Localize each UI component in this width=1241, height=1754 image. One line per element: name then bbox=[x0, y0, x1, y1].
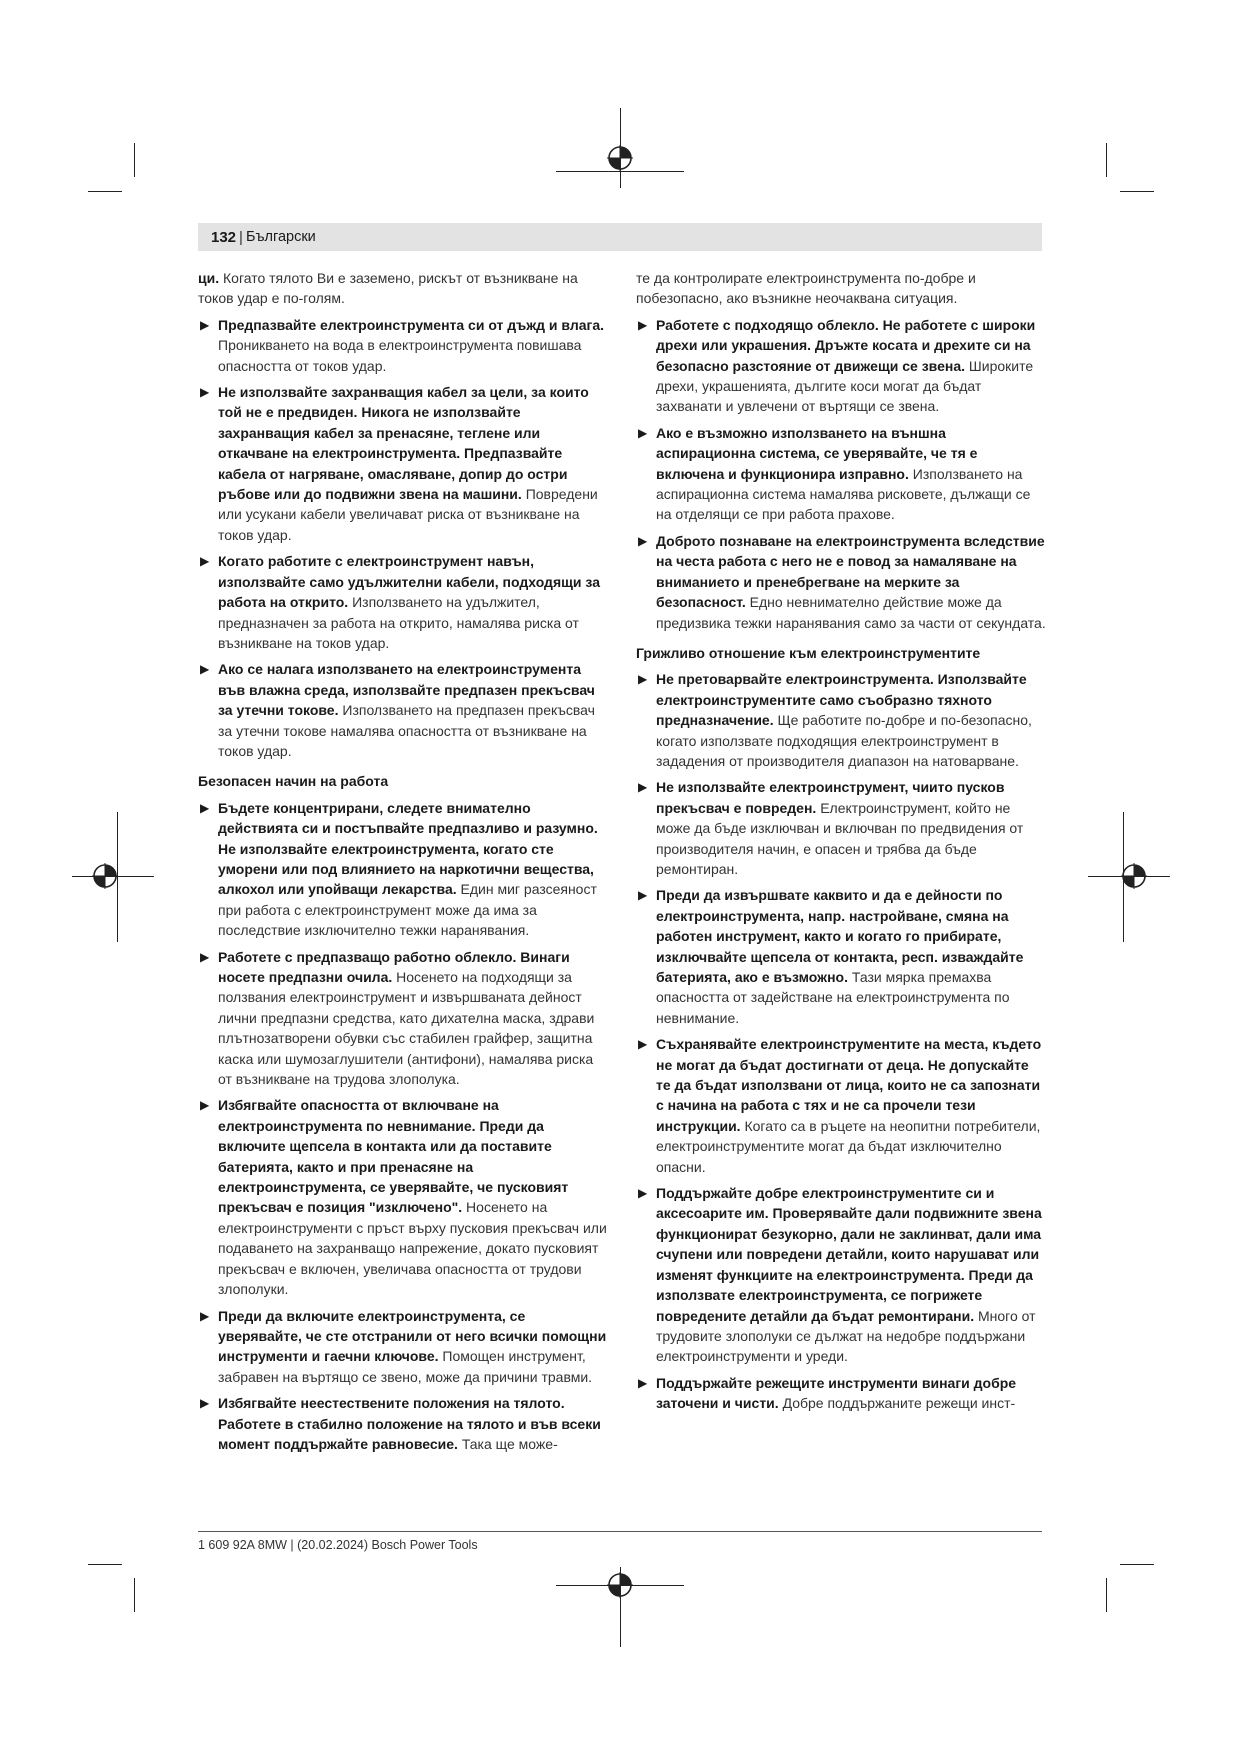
item-warning: Преди да включите електроинструмента, се уверявайте, че сте отстранили от него всички помощни инструменти и гаечни ключове. bbox=[218, 1307, 607, 1365]
left-column bbox=[198, 268, 608, 1460]
crop-mark bbox=[88, 191, 122, 192]
bullet-arrow-icon: ▶ bbox=[638, 780, 648, 795]
intro-paragraph: те да контролирате електроинструмента по-добре и побезопасно, ако възникне неочаквана ситуация. bbox=[636, 270, 976, 307]
item-warning: Преди да извършвате каквито и да е дейности по електроинструмента, напр. настройване, смяна на работен инструмент, както и когато го прибирате, изключвайте щепсела от контакта, респ. изваждайте батерията, ако е възможно. bbox=[656, 887, 1024, 985]
item-warning: Предпазвайте електроинструмента си от дъжд и влага. bbox=[218, 316, 605, 333]
bullet-arrow-icon: ▶ bbox=[200, 949, 210, 964]
crop-mark bbox=[1120, 191, 1154, 192]
footer-divider bbox=[198, 1531, 1042, 1532]
list-item bbox=[636, 531, 1046, 633]
crop-mark bbox=[1120, 1564, 1154, 1565]
bullet-arrow-icon: ▶ bbox=[200, 662, 210, 677]
list-item bbox=[636, 315, 1046, 417]
section-title: Грижливо отношение към електроинструментите bbox=[636, 644, 981, 661]
safety-list bbox=[198, 315, 608, 762]
list-item bbox=[636, 885, 1046, 1028]
header-separator: | bbox=[239, 228, 243, 246]
item-explanation: Ще работите по-добре и по-безопасно, когато използвате подходящия електроинструмент в зададения от производителя диапазон на натоварване. bbox=[656, 712, 1032, 769]
page-footer: 1 609 92A 8MW | (20.02.2024) Bosch Power Tools bbox=[198, 1538, 478, 1552]
safety-list bbox=[636, 669, 1046, 1413]
list-item bbox=[636, 777, 1046, 879]
list-item bbox=[636, 1183, 1046, 1367]
crop-mark bbox=[134, 1578, 135, 1612]
item-explanation: Носенето на електроинструменти с пръст върху пусковия прекъсвач или подаването на захранващо напрежение, докато пусковият прекъсвач е включен, увеличава опасността от трудови злополуки. bbox=[218, 1199, 607, 1298]
list-item bbox=[198, 1393, 608, 1454]
list-item bbox=[198, 551, 608, 653]
registration-target-icon bbox=[607, 1572, 633, 1598]
bullet-arrow-icon: ▶ bbox=[638, 888, 648, 903]
bullet-arrow-icon: ▶ bbox=[200, 800, 210, 815]
item-explanation: Използването на удължител, предназначен за работа на открито, намалява риска от възникване на токов удар. bbox=[218, 594, 579, 651]
list-item bbox=[636, 669, 1046, 771]
page-number: 132 bbox=[211, 228, 237, 246]
item-explanation: Помощен инструмент, забравен на въртящо се звено, може да причини травми. bbox=[218, 1348, 593, 1385]
right-column bbox=[636, 268, 1046, 1420]
item-explanation: Широките дрехи, украшенията, дългите коси могат да бъдат захванати и увлечени от въртящи се звена. bbox=[656, 357, 1034, 415]
item-warning: Поддържайте добре електроинструментите си и аксесоарите им. Проверявайте дали подвижните звена функционират безукорно, дали не заклинват, дали има счупени или повредени детайли, които нарушават или изменят функциите на електроинструмента. Преди да използвате електроинструмента, се погрижете повредените детайли да бъдат ремонтирани. bbox=[656, 1185, 1042, 1324]
bullet-arrow-icon: ▶ bbox=[638, 1037, 648, 1052]
list-item bbox=[636, 423, 1046, 525]
item-explanation: Използването на аспирационна система намалява рисковете, дължащи се на отделящи се при работа прахове. bbox=[656, 465, 1031, 523]
item-explanation: Носенето на подходящи за ползвания електроинструмент и извършваната дейност лични предпазни средства, като дихателна маска, здрави плътнозатворени обувки със стабилен грайфер, защитна каска или шумозаглушители (антифони), намалява риска от възникване на трудова злополука. bbox=[218, 969, 595, 1088]
item-warning: Работете с предпазващо работно облекло. Винаги носете предпазни очила. bbox=[218, 948, 570, 985]
bullet-arrow-icon: ▶ bbox=[200, 1396, 210, 1411]
item-explanation: Когато са в ръцете на неопитни потребители, електроинструментите могат да бъдат изключително опасни. bbox=[656, 1117, 1041, 1175]
item-explanation: Добре поддържаните режещи инст- bbox=[782, 1395, 1016, 1412]
item-explanation: Използването на предпазен прекъсвач за утечни токове намалява опасността от възникване на токов удар. bbox=[218, 702, 595, 759]
list-item bbox=[198, 382, 608, 545]
item-warning: Поддържайте режещите инструменти винаги добре заточени и чисти. bbox=[656, 1374, 1017, 1412]
list-item bbox=[198, 1095, 608, 1299]
bullet-arrow-icon: ▶ bbox=[200, 1098, 210, 1113]
item-warning: Не използвайте електроинструмент, чиито пусков прекъсвач е повреден. bbox=[656, 779, 1005, 816]
crop-mark bbox=[1106, 1578, 1107, 1612]
registration-target-icon bbox=[607, 145, 633, 171]
item-warning: Бъдете концентрирани, следете внимателно действията си и постъпвайте предпазливо и разумно. Не използвайте електроинструмента, когато сте уморени или под влиянието на наркотични вещества, алкохол или упойващи лекарства. bbox=[218, 799, 598, 898]
item-warning: Доброто познаване на електроинструмента вследствие на честа работа с него не е повод за намаляване на вниманието и пренебрегване на мерките за безопасност. bbox=[656, 532, 1045, 611]
crop-mark bbox=[1106, 143, 1107, 177]
crop-mark bbox=[88, 1564, 122, 1565]
bullet-arrow-icon: ▶ bbox=[638, 317, 648, 332]
bullet-arrow-icon: ▶ bbox=[638, 1375, 648, 1390]
list-item bbox=[198, 659, 608, 761]
item-warning: Избягвайте опасността от включване на електроинструмента по невнимание. Преди да включите щепсела в контакта или да поставите батерията, както и при пренасяне на електроинструмента, се уверявайте, че пусковият прекъсвач е позиция "изключено". bbox=[218, 1097, 569, 1216]
item-explanation: Един миг разсеяност при работа с електроинструмент може да има за последствие изключително тежки наранявания. bbox=[218, 881, 597, 939]
item-explanation: Много от трудовите злополуки се дължат на недобре поддържани електроинструменти и уреди. bbox=[656, 1307, 1036, 1365]
list-item bbox=[198, 947, 608, 1090]
item-explanation: Тази мярка премахва опасността от задействане на електроинструмента по невнимание. bbox=[656, 969, 1010, 1026]
item-explanation: Повредени или усукани кабели увеличават риска от възникване на токов удар. bbox=[218, 486, 598, 543]
item-explanation: Едно невнимателно действие може да предизвика тежки наранявания само за части от секундата. bbox=[656, 594, 1046, 631]
item-warning: Когато работите с електроинструмент навън, използвайте само удължителни кабели, подходящи за работа на открито. bbox=[218, 553, 600, 611]
list-item bbox=[198, 1306, 608, 1388]
item-warning: Ако е възможно използването на външна аспирационна система, се уверявайте, че тя е включена и функционира изправно. bbox=[656, 424, 978, 482]
list-item bbox=[636, 1373, 1046, 1414]
bullet-arrow-icon: ▶ bbox=[638, 533, 648, 548]
item-warning: Не претоварвайте електроинструмента. Използвайте електроинструментите само съобразно тяхното предназначение. bbox=[656, 671, 1027, 729]
item-warning: Работете с подходящо облекло. Не работете с широки дрехи или украшения. Дръжте косата и дрехите си на безопасно разстояние от движещи се звена. bbox=[656, 316, 1036, 374]
bullet-arrow-icon: ▶ bbox=[638, 1186, 648, 1201]
page-header bbox=[198, 223, 1042, 251]
bullet-arrow-icon: ▶ bbox=[638, 425, 648, 440]
safety-list bbox=[636, 315, 1046, 633]
bullet-arrow-icon: ▶ bbox=[200, 317, 210, 332]
item-warning: Ако се налага използването на електроинструмента във влажна среда, използвайте предпазен прекъсвач за утечни токове. bbox=[218, 661, 595, 719]
item-warning: Не използвайте захранващия кабел за цели, за които той не е предвиден. Никога не използвайте захранващия кабел за пренасяне, теглене или откачване на електроинструмента. Предпазвайте кабела от нагряване, омасляване, допир до остри ръбове или до подвижни звена на машини. bbox=[218, 384, 589, 503]
header-language: Български bbox=[245, 229, 316, 245]
item-explanation: Така ще може- bbox=[461, 1435, 558, 1452]
bullet-arrow-icon: ▶ bbox=[200, 385, 210, 400]
item-explanation: Електроинструмент, който не може да бъде изключван и включван по предвидения от производителя начин, е опасен и трябва да бъде ремонтиран. bbox=[656, 799, 1024, 877]
safety-list bbox=[198, 798, 608, 1455]
bullet-arrow-icon: ▶ bbox=[200, 554, 210, 569]
registration-line bbox=[556, 171, 684, 172]
item-warning: Съхранявайте електроинструментите на места, където не могат да бъдат достигнати от деца. Не допускайте те да бъдат използвани от лица, които не са запознати с начина на работа с тях и не са прочели тези инструкции. bbox=[656, 1036, 1042, 1134]
list-item bbox=[636, 1034, 1046, 1177]
list-item bbox=[198, 315, 608, 376]
list-item bbox=[198, 798, 608, 941]
crop-mark bbox=[134, 143, 135, 177]
item-explanation: Проникването на вода в електроинструмента повишава опасността от токов удар. bbox=[218, 337, 582, 374]
bullet-arrow-icon: ▶ bbox=[200, 1308, 210, 1323]
registration-target-icon bbox=[92, 863, 118, 889]
intro-paragraph: ци. Когато тялото Ви е заземено, рискът от възникване на токов удар е по-голям. bbox=[198, 270, 578, 307]
item-warning: Избягвайте неестествените положения на тялото. Работете в стабилно положение на тялото и във всеки момент поддържайте равновесие. bbox=[218, 1395, 601, 1452]
bullet-arrow-icon: ▶ bbox=[638, 672, 648, 687]
registration-target-icon bbox=[1121, 863, 1147, 889]
section-title: Безопасен начин на работа bbox=[198, 773, 389, 790]
